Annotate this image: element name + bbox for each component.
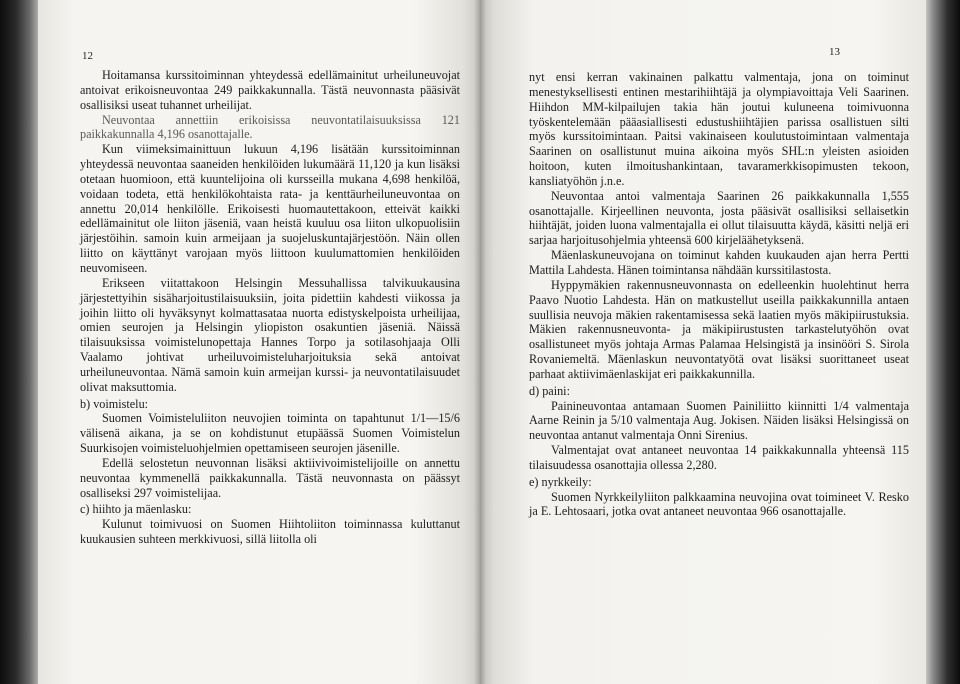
section-heading: b) voimistelu:: [80, 396, 149, 411]
paragraph: Suomen Nyrkkeilyliiton palkkaamina neuvojina ovat toimineet V. Resko ja E. Lehtosaari, jotka ovat antaneet neuvontaa 966 osanottajalle.: [529, 489, 909, 519]
paragraph: Mäenlaskuneuvojana on toiminut kahden kuukauden ajan herra Pertti Mattila Lahdesta. Hänen toimintansa nähdään kurssitilastosta.: [529, 248, 909, 277]
paragraph: Valmentajat ovat antaneet neuvontaa 14 paikkakunnalla yhteensä 115 tilaisuudessa osanottajia ollessa 2,280.: [529, 443, 909, 472]
section-heading: d) paini:: [529, 383, 570, 398]
left-page-text: [80, 68, 460, 547]
right-page-text: [529, 70, 909, 519]
book-edge-left: [0, 0, 40, 684]
paragraph: Hoitamansa kurssitoiminnan yhteydessä edellämainitut urheiluneuvojat antoivat erikoisneuvontaa 249 paikkakunnalla. Tästä neuvonnasta pääsivät osallisiksi useat tuhannet urheilijat.: [80, 68, 460, 112]
paragraph: nyt ensi kerran vakinainen palkattu valmentaja, jona on toiminut menestyksellisesti entinen mestarihiihtäjä ja olympiavoittaja Veli Saarinen. Hiihdon MM-kilpailujen takia hän joutui kuluneena toimivuonna työskentelemään pääasiallisesti edustushiihtäjien parissa osallistuen silti myös kurssitoimintaan. Paitsi vakinaiseen koulutustoimintaan valmentaja Saarinen on osallistunut muina aikoina myös SHL:n yleisten asioiden hoitoon, kuten ilmoitushankintaan, tavaramerkkisopimusten tekoon, kansliatyöhön j.n.e.: [529, 70, 909, 188]
paragraph: Suomen Voimisteluliiton neuvojien toiminta on tapahtunut 1/1—15/6 välisenä aikana, ja se on kohdistunut etupäässä Suomen Voimistelun Suurkisojen voimisteluohjelmien opettamiseen seurojen jäsenille.: [80, 411, 460, 456]
paragraph: Neuvontaa annettiin erikoisissa neuvontatilaisuuksissa 121 paikkakunnalla 4,196 osanottajalle.: [80, 112, 460, 142]
paragraph: Hyppymäkien rakennusneuvonnasta on edelleenkin huolehtinut herra Paavo Nuotio Lahdesta. Hän on matkustellut useilla paikkakunnilla antaen suullisia neuvoja mäkien rakentamisessa sekä laatien myös mäkipiirustuksia. Mäkien rakennusneuvonta- ja mäkipiirustusten tarkastelutyöhön ovat osallistuneet myös johtaja Armas Palamaa Helsingistä ja insinööri S. Sirola Rovaniemeltä. Mäenlaskun neuvontatyötä ovat lisäksi suorittaneet useat parhaat aktiivimäenlaskijat eri paikkakunnilla.: [529, 277, 909, 381]
page-number-right: 13: [829, 46, 840, 58]
paragraph: Kulunut toimivuosi on Suomen Hiihtoliiton toiminnassa kuluttanut kuukausien suhteen merkkivuosi, sillä liitolla oli: [80, 517, 460, 547]
paragraph: Neuvontaa antoi valmentaja Saarinen 26 paikkakunnalla 1,555 osanottajalle. Kirjeellinen neuvonta, josta pääsivät osallisiksi sellaisetkin hiihtäjät, joiden luona valmentajalla ei ollut tilaisuutta käydä, käsitti neljä eri sarjaa harjoitusohjelmia yhteensä 600 kirjeläähetyksenä.: [529, 188, 909, 248]
paragraph: Erikseen viitattakoon Helsingin Messuhallissa talvikuukausina järjestettyihin sisäharjoitustilaisuuksiin, joita pidettiin kahdesti viikossa ja joihin liitto oli hyväksynyt kolmattasataa nuorta edistyskelpoista urheilijaa, omien seurojen ja Helsingin yliopiston osakuntien jäseniä. Näissä tilaisuuksissa voimistelunopettaja Hannes Torpo ja sotilasohjaaja Olli Vaalamo johtivat urheiluvoimisteluharjoituksia sekä antoivat urheiluneuvontaa. Nämä samoin kuin armeijan kurssi- ja neuvontatilaisuudet olivat maksuttomia.: [80, 275, 460, 394]
section-heading: c) hiihto ja mäenlasku:: [80, 502, 192, 517]
book-edge-right: [924, 0, 960, 684]
paragraph: Painineuvontaa antamaan Suomen Painiliitto kiinnitti 1/4 valmentaja Aarne Reinin ja 5/10 valmentaja Aug. Jokisen. Näiden lisäksi Helsingissä on neuvontaa antanut valmentaja Onni Sirenius.: [529, 398, 909, 443]
paragraph: Edellä selostetun neuvonnan lisäksi aktiivivoimistelijoille on annettu neuvontaa kymmenellä paikkakunnalla. Tästä neuvonnasta on päässyt osalliseksi 297 voimistelijaa.: [80, 455, 460, 500]
page-number-left: 12: [82, 50, 93, 62]
section-heading: e) nyrkkeily:: [529, 474, 592, 489]
book-gutter: [474, 0, 486, 684]
paragraph: Kun viimeksimainittuun lukuun 4,196 lisätään kurssitoiminnan yhteydessä neuvontaa saaneiden henkilöiden lukumäärä 11,120 ja kun lisäksi otetaan huomioon, että kuuntelijoina oli kursseilla mukana 4,698 henkilöä, voidaan todeta, että henkilökohtaista rata- ja kenttäurheiluneuvontaa on annettu 20,014 henkilölle. Erikoisesti huomautettakoon, etteivät kaikki edellämainitut ole liiton jäseniä, vaan heistä kuuluu osa liiton ulkopuolisiin järjestöihin. samoin kuin armeijaan ja suojeluskuntajärjestöön. Näin ollen liitto on käyttänyt varojaan myös liittoon kuulumattomien henkilöiden neuvomiseen.: [80, 142, 460, 275]
